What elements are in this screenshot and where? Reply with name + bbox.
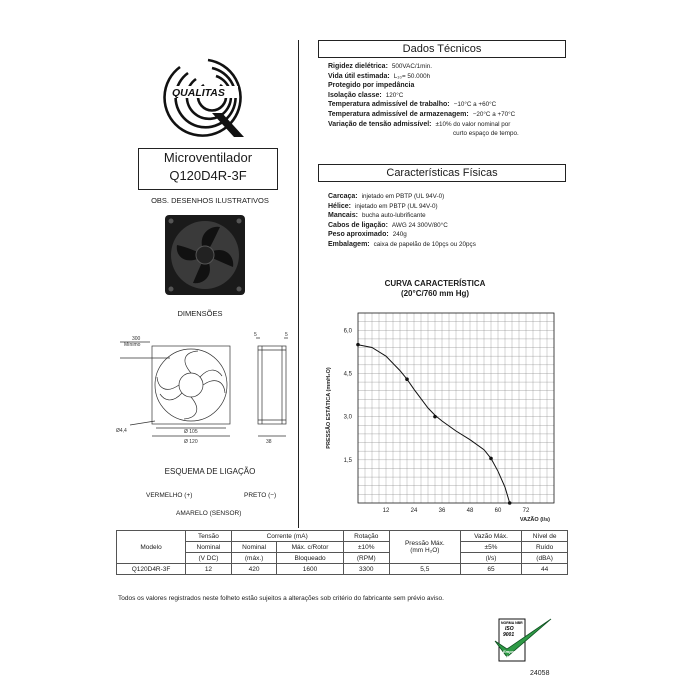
product-title-box [138, 148, 278, 190]
data-point [508, 501, 512, 505]
data-point [356, 343, 360, 347]
dimension-drawings [110, 330, 295, 445]
wiring-title: ESQUEMA DE LIGAÇÃO [164, 467, 256, 476]
data-point [405, 377, 409, 381]
x-tick-label: 24 [410, 508, 418, 514]
y-tick-label: 1,5 [343, 457, 352, 464]
depth-dim: 38 [266, 439, 272, 445]
series-line [358, 345, 510, 503]
iso-9001-seal [485, 615, 555, 667]
min-length-label: Mínimo [124, 342, 141, 348]
x-axis-label: VAZÃO (l/s) [519, 517, 550, 523]
spec-row: Vida útil estimada: L₁₀= 50.000h [328, 72, 431, 80]
spec-row: Peso aproximado: 240g [328, 231, 407, 239]
illustrative-note: OBS. DESENHOS ILUSTRATIVOS [151, 196, 269, 205]
x-tick-label: 12 [382, 508, 390, 514]
min-length-value: 300 [132, 336, 141, 342]
qualitas-logo [150, 55, 250, 140]
svg-text:5: 5 [285, 332, 288, 338]
physical-list [328, 192, 568, 250]
spec-row: Variação de tensão admissível: ±10% do valor nominal por [328, 120, 511, 128]
y-tick-label: 6,0 [343, 328, 352, 335]
x-tick-label: 72 [522, 508, 530, 514]
data-point [489, 457, 493, 461]
outer-diameter: Ø 120 [184, 439, 198, 445]
spec-table: Modelo Tensão Corrente (mA) Rotação Pressão Máx. (mm H₂O) Vazão Máx. Nível de Nominal Nominal Máx. c/Rotor ±10% ±5% Ruído (V DC) (máx.) Bloqueado (RPM) (l/s) (dBA) Q120D4R-3F 12 420 1600 3300 5,5 65 44 [116, 530, 568, 575]
document-number: 24058 [530, 670, 550, 677]
fan-photo [165, 215, 245, 295]
product-model: Q120D4R-3F [169, 168, 247, 183]
x-tick-label: 48 [466, 508, 474, 514]
page-divider [298, 40, 299, 528]
spec-row: Carcaça: injetado em PBTP (UL 94V-0) [328, 193, 445, 200]
spec-row: Hélice: injetado em PBTP (UL 94V-0) [328, 202, 438, 210]
inner-diameter: Ø 105 [184, 429, 198, 435]
spec-row: Temperatura admissível de trabalho: −10°C a +60°C [328, 101, 497, 109]
curve-title: CURVA CARACTERÍSTICA (20°C/760 mm Hg) [384, 279, 486, 298]
disclaimer: Todos os valores registrados neste folheto estão sujeitos a alterações sob critério do fabricante sem prévio aviso. [118, 595, 444, 602]
physical-title: Características Físicas [318, 164, 566, 182]
th-modelo: Modelo [117, 531, 186, 564]
y-tick-label: 3,0 [343, 414, 352, 421]
wire-black: PRETO (−) [244, 492, 277, 499]
svg-text:Certificada: Certificada [500, 654, 521, 659]
svg-text:QUALITAS: QUALITAS [172, 87, 225, 99]
spec-row: Embalagem: caixa de papelão de 10pçs ou 20pçs [328, 240, 476, 248]
data-point [433, 415, 437, 419]
tech-data-title: Dados Técnicos [318, 40, 566, 58]
y-tick-label: 4,5 [343, 371, 352, 378]
svg-text:Empresa: Empresa [503, 649, 520, 654]
spec-row: Isolação classe: 120°C [328, 91, 404, 99]
spec-row: Mancais: bucha auto-lubrificante [328, 212, 426, 220]
product-name: Microventilador [163, 150, 253, 165]
performance-chart [318, 308, 568, 523]
x-tick-label: 60 [494, 508, 502, 514]
svg-text:9001: 9001 [503, 632, 515, 638]
wire-yellow: AMARELO (SENSOR) [176, 510, 242, 517]
dimensions-title: DIMENSÕES [177, 309, 223, 318]
hole-diameter: Ø4,4 [116, 428, 127, 434]
svg-text:5: 5 [254, 332, 257, 338]
spec-row: Protegido por impedância [328, 82, 415, 90]
spec-row: Cabos de ligação: AWG 24 300V/80°C [328, 221, 448, 229]
tech-data-list: Rigidez dielétrica: 500VAC/1min. Vida útil estimada: L₁₀= 50.000h Protegido por impedância Isolação classe: 120°C Temperatura admissível de trabalho: −10°C a +60°C Temperatura admissível de armazenagem: −20°C a +70°C Variação de tensão admissível: ±10% do valor nominal por curto espaço de tempo. [328, 62, 568, 139]
wire-red: VERMELHO (+) [146, 492, 193, 499]
y-axis-label: PRESSÃO ESTÁTICA (mmH₂O) [326, 367, 332, 449]
svg-text:NORMA NBR: NORMA NBR [501, 621, 523, 625]
x-tick-label: 36 [438, 508, 446, 514]
svg-text:ISO: ISO [505, 626, 514, 632]
spec-row: Temperatura admissível de armazenagem: −20°C a +70°C [328, 110, 516, 118]
table-row: Q120D4R-3F 12 420 1600 3300 5,5 65 44 [117, 564, 568, 575]
spec-row: Rigidez dielétrica: 500VAC/1min. [328, 63, 433, 70]
